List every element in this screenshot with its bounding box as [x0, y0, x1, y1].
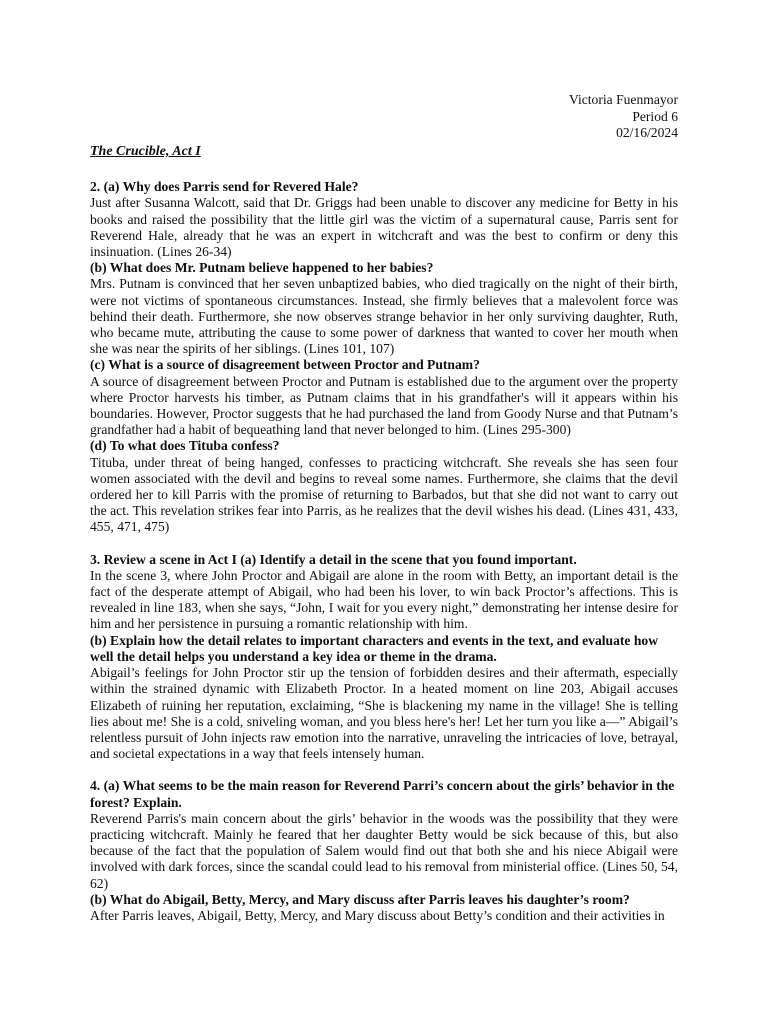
question-2c: (c) What is a source of disagreement between Proctor and Putnam?	[90, 357, 480, 373]
student-header	[569, 92, 678, 142]
answer-2b: Mrs. Putnam is convinced that her seven unbaptized babies, who died tragically on the night of their birth, were not victims of spontaneous circumstances. Instead, she firmly believes that a malevolent force was behind their death. Furthermore, she now observes strange behavior in her only surviving daughter, Ruth, who became mute, attributing the cause to some power of darkness that wanted to cover her mouth when she was near the spirits of her siblings. (Lines 101, 107)	[90, 276, 678, 357]
answer-3b: Abigail’s feelings for John Proctor stir up the tension of forbidden desires and their aftermath, especially within the strained dynamic with Elizabeth Proctor. In a heated moment on line 203, Abigail accuses Elizabeth of ruining her reputation, exclaiming, “She is blackening my name in the village! She is telling lies about me! She is a cold, sniveling woman, and you bless here's her! Let her turn you like a—” Abigail’s relentless pursuit of John injects raw emotion into the narrative, unraveling the intricacies of love, betrayal, and societal expectations in a way that feels intensely human.	[90, 665, 678, 762]
question-4a: 4. (a) What seems to be the main reason for Reverend Parri’s concern about the girls’ behavior in the forest? Explain.	[90, 778, 675, 810]
answer-4b: After Parris leaves, Abigail, Betty, Mercy, and Mary discuss about Betty’s condition and their activities in	[90, 907, 665, 923]
answer-2a: Just after Susanna Walcott, said that Dr. Griggs had been unable to discover any medicine for Betty in his books and raised the possibility that the little girl was the victim of a supernatural cause, Parris sent for Reverend Hale, already that he was an expert in witchcraft and was the best to confirm or deny this insinuation. (Lines 26-34)	[90, 195, 678, 260]
question-2b: (b) What does Mr. Putnam believe happened to her babies?	[90, 260, 434, 276]
class-period: Period 6	[632, 108, 678, 124]
section-spacer	[90, 536, 678, 552]
question-4b: (b) What do Abigail, Betty, Mercy, and Mary discuss after Parris leaves his daughter’s room?	[90, 891, 630, 907]
answer-2c: A source of disagreement between Proctor and Putnam is established due to the argument over the property where Proctor harvests his timber, as Putnam claims that in his grandfather's will it appears within his boundaries. However, Proctor suggests that he had purchased the land from Goody Nurse and that Putnam’s grandfather had a habit of bequeathing land that never belonged to him. (Lines 295-300)	[90, 373, 678, 438]
question-3a: 3. Review a scene in Act I (a) Identify a detail in the scene that you found important.	[90, 551, 577, 567]
answer-4a: Reverend Parris's main concern about the girls’ behavior in the woods was the possibility that they were practicing witchcraft. Mainly he feared that her daughter Betty would be sick because of this, but also because of the fact that the population of Salem would find out that both she and his niece Abigail were involved with dark forces, since the scandal could lead to his removal from ministerial office. (Lines 50, 54, 62)	[90, 810, 678, 891]
answer-2d: Tituba, under threat of being hanged, confesses to practicing witchcraft. She reveals she has seen four women associated with the devil and begins to reveal some names. Furthermore, she claims that the devil ordered her to kill Parris with the promise of returning to Barbados, but that she did not want to carry out the act. This revelation strikes fear into Parris, as he realizes that the devil wishes his dead. (Lines 431, 433, 455, 471, 475)	[90, 454, 678, 535]
question-2d: (d) To what does Tituba confess?	[90, 438, 280, 454]
document-title: The Crucible, Act I	[90, 144, 201, 159]
question-3b: (b) Explain how the detail relates to important characters and events in the text, and evaluate how well the detail helps you understand a key idea or theme in the drama.	[90, 632, 659, 664]
student-name: Victoria Fuenmayor	[568, 92, 678, 107]
section-spacer	[90, 762, 678, 778]
assignment-date: 02/16/2024	[616, 125, 678, 141]
document-body	[90, 144, 678, 924]
question-2a: 2. (a) Why does Parris send for Revered Hale?	[90, 179, 359, 195]
answer-3a: In the scene 3, where John Proctor and Abigail are alone in the room with Betty, an important detail is the fact of the desperate attempt of Abigail, who had been his lover, to win back Proctor’s affections. This is revealed in line 183, when she says, “John, I wait for you every night,” demonstrating her intense desire for him and her persistence in pursuing a romantic relationship with him.	[90, 567, 678, 632]
